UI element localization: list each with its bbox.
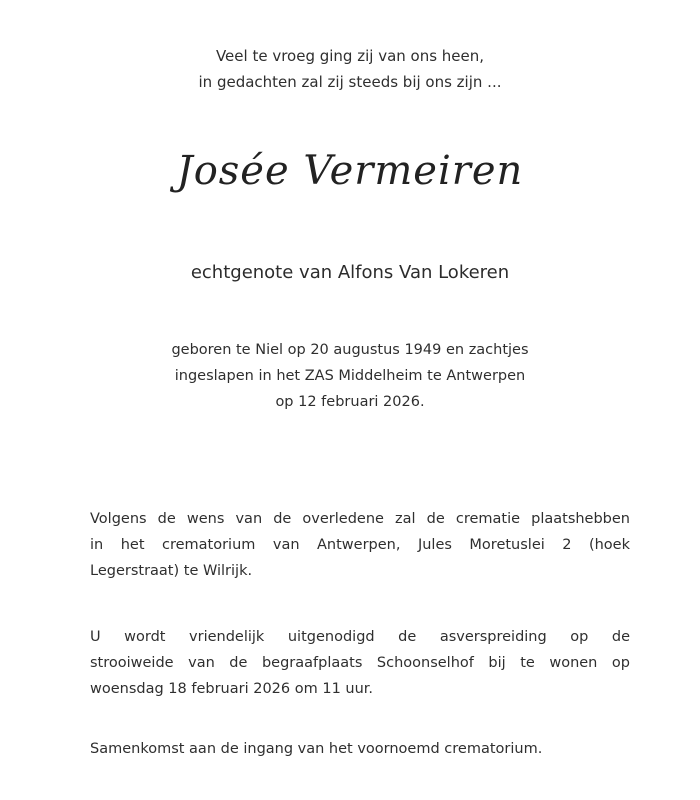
ash-scattering-paragraph: [90, 624, 630, 702]
verse-line: Veel te vroeg ging zij van ons heen,: [215, 47, 485, 65]
memorial-verse: [0, 43, 700, 95]
spouse-line: echtgenote van Alfons Van Lokeren: [190, 262, 510, 283]
details-line: geboren te Niel op 20 augustus 1949 en zachtjes: [171, 342, 529, 358]
paragraph-line: U wordt vriendelijk uitgenodigd de asverspreiding op de: [90, 629, 630, 645]
paragraph-line: Legerstraat) te Wilrijk.: [90, 563, 253, 579]
deceased-name: Josée Vermeiren: [176, 148, 524, 194]
birth-death-details: [0, 337, 700, 415]
cremation-paragraph: [90, 506, 630, 584]
paragraph-line: woensdag 18 februari 2026 om 11 uur.: [90, 681, 374, 697]
paragraph-line: in het crematorium van Antwerpen, Jules Moretuslei 2 (hoek: [90, 537, 630, 553]
details-line: op 12 februari 2026.: [275, 394, 425, 410]
verse-line: in gedachten zal zij steeds bij ons zijn ...: [198, 73, 502, 91]
details-line: ingeslapen in het ZAS Middelheim te Antwerpen: [174, 368, 526, 384]
paragraph-line: Samenkomst aan de ingang van het voornoemd crematorium.: [90, 741, 543, 757]
paragraph-line: strooiweide van de begraafplaats Schoonselhof bij te wonen op: [90, 655, 630, 671]
gathering-paragraph: [90, 736, 630, 762]
paragraph-line: Volgens de wens van de overledene zal de crematie plaatshebben: [90, 511, 630, 527]
